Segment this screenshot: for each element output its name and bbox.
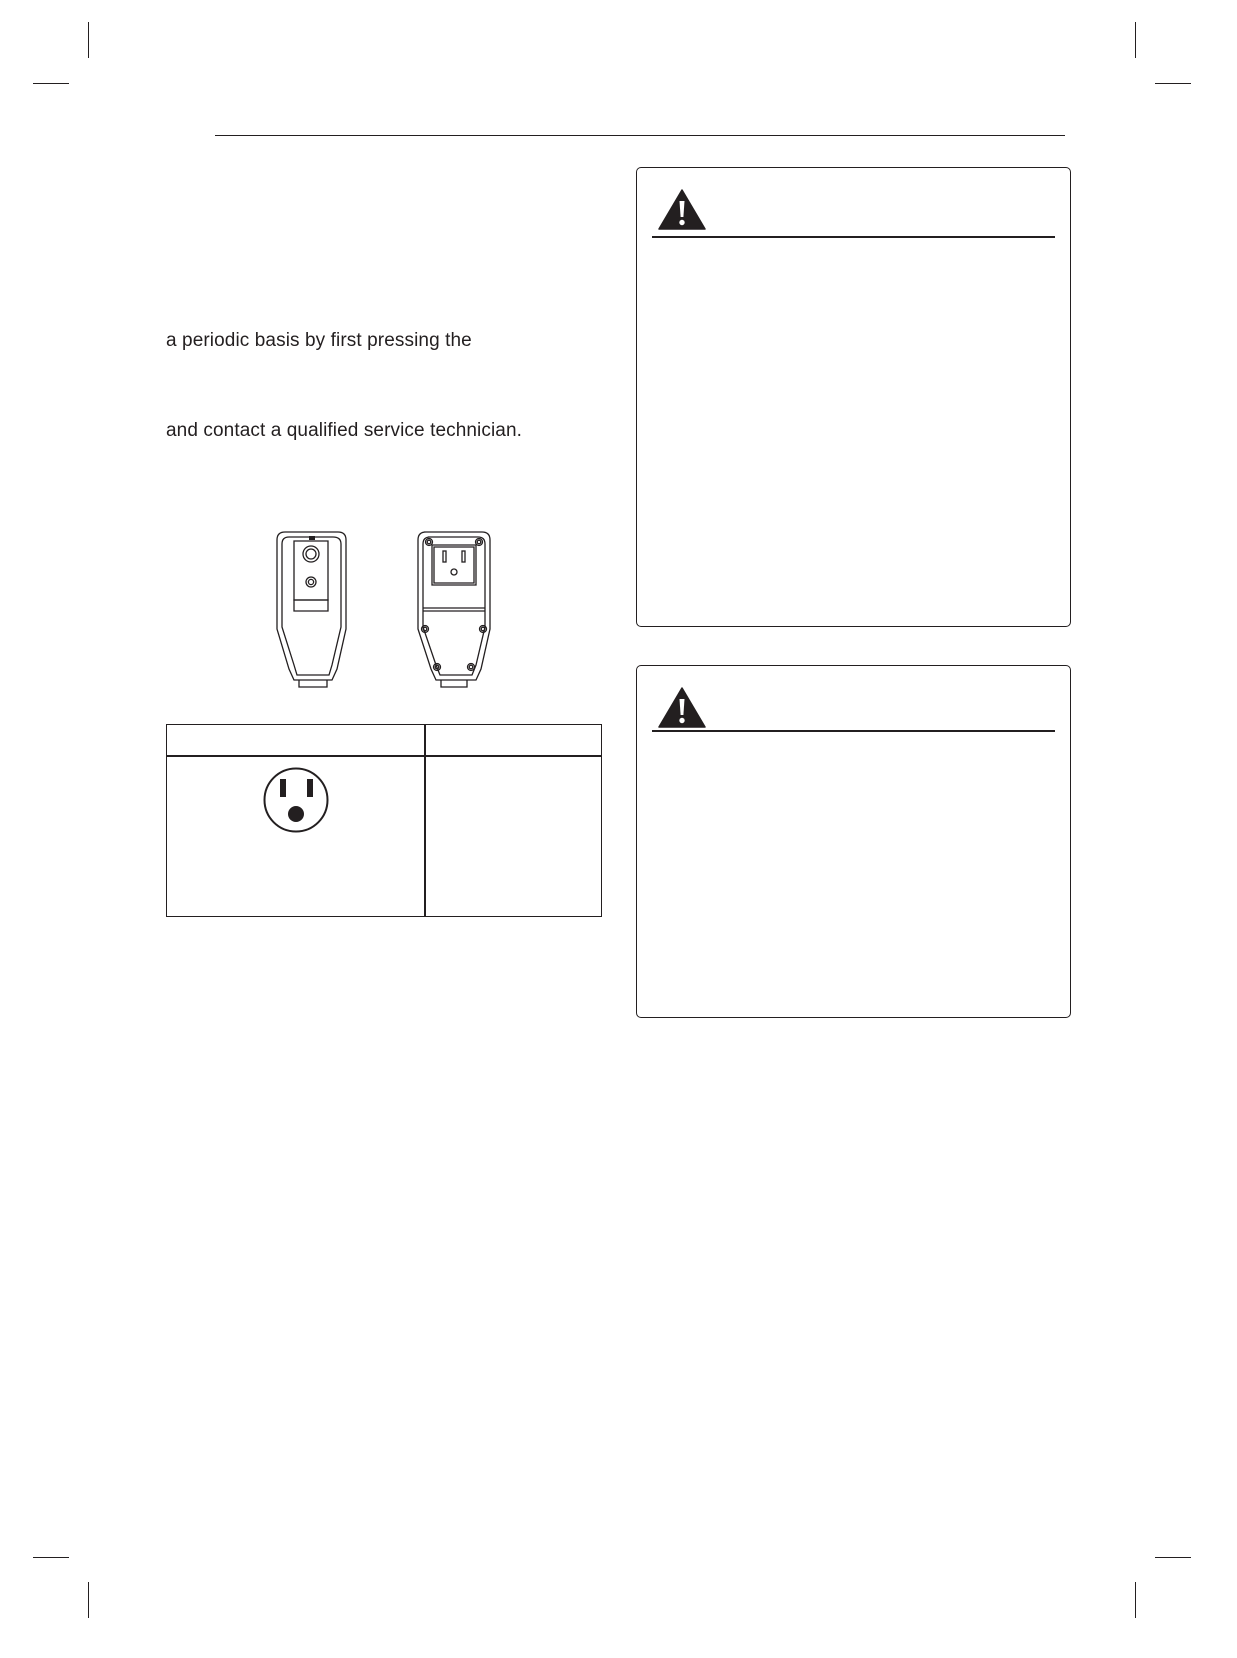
warning-box <box>636 665 1071 1018</box>
warning-triangle-icon <box>658 687 706 728</box>
warning-triangle-icon <box>658 189 706 230</box>
warning-rule <box>652 236 1055 238</box>
warning-rule <box>652 730 1055 732</box>
body-text-line: and contact a qualified service technician. <box>166 420 523 441</box>
plug-back-icon <box>418 532 490 687</box>
plug-front-icon <box>277 532 346 687</box>
crop-mark <box>88 22 89 58</box>
body-text-line: a periodic basis by first pressing the <box>166 330 472 351</box>
crop-mark <box>1155 83 1191 84</box>
crop-mark <box>1135 1582 1136 1618</box>
crop-mark <box>88 1582 89 1618</box>
crop-mark <box>1135 22 1136 58</box>
table-column-divider <box>424 725 426 916</box>
plug-illustration <box>270 529 500 692</box>
outlet-table <box>166 724 602 917</box>
crop-mark <box>1155 1557 1191 1558</box>
table-header-rule <box>167 755 601 757</box>
crop-mark <box>33 1557 69 1558</box>
warning-box <box>636 167 1071 627</box>
header-rule <box>215 135 1065 136</box>
outlet-icon <box>262 766 330 834</box>
crop-mark <box>33 83 69 84</box>
